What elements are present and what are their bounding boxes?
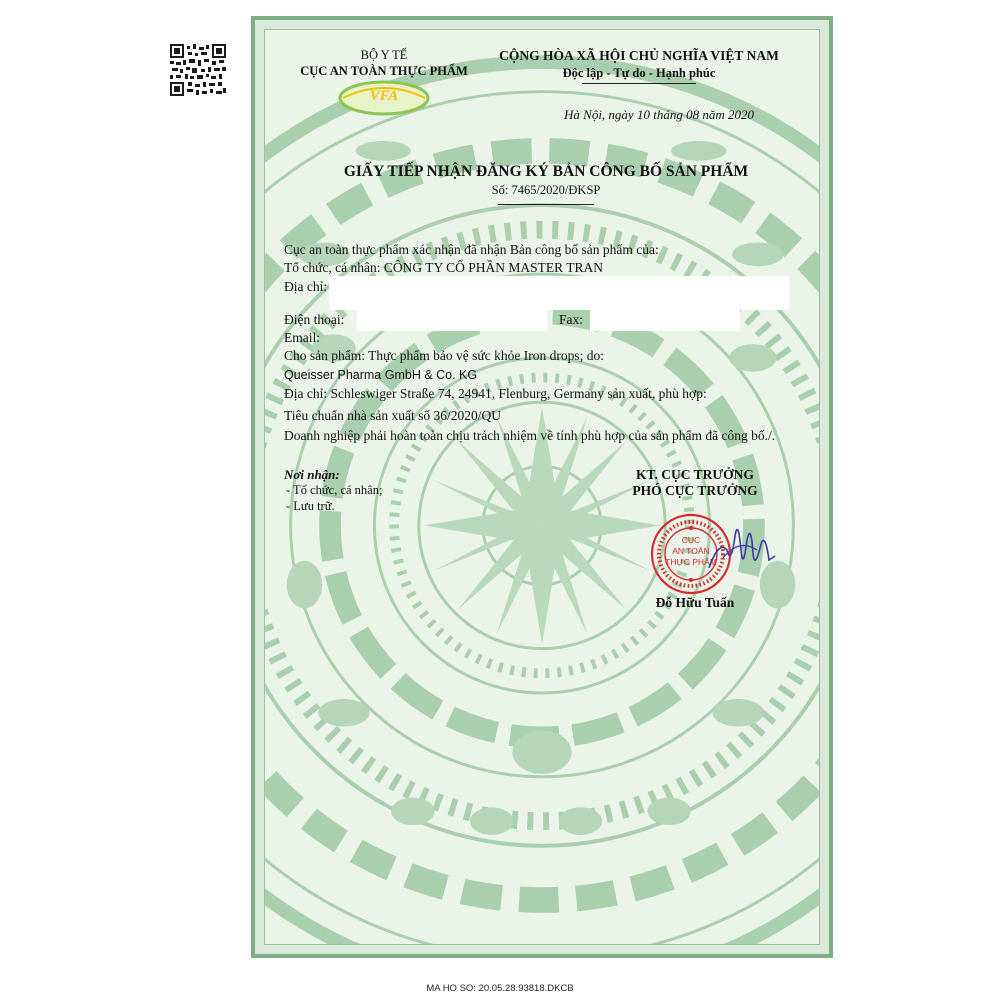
stamp-line: THỰC PHẨM	[665, 557, 717, 567]
stamp-line: CỤC	[681, 535, 701, 545]
address-label: Địa chỉ:	[284, 279, 328, 294]
agency-name: CỤC AN TOÀN THỰC PHẨM	[300, 64, 468, 78]
certificate-paper	[264, 29, 820, 945]
organization: Tổ chức, cá nhân: CÔNG TY CỔ PHẦN MASTER TRAN	[284, 260, 604, 275]
recipient-item: - Tổ chức, cá nhân;	[286, 483, 383, 497]
email-label: Email:	[284, 330, 320, 345]
responsibility-statement: Doanh nghiệp phải hoàn toàn chịu trách nhiệm về tính phù hợp của sản phẩm đã công bố./.	[284, 428, 776, 443]
phone-label: Điện thoại:	[284, 312, 345, 327]
signatory-subtitle: PHÓ CỤC TRƯỞNG	[632, 483, 758, 498]
document-number: Số: 7465/2020/ĐKSP	[491, 183, 601, 197]
motto: Độc lập - Tự do - Hạnh phúc	[562, 66, 716, 80]
recipients-heading: Nơi nhận:	[284, 467, 340, 482]
manufacturer-address: Địa chỉ: Schleswiger Straße 74, 24941, Flenburg, Germany sản xuất, phù hợp:	[284, 386, 707, 401]
recipient-item: - Lưu trữ.	[286, 499, 335, 513]
address-redaction	[329, 276, 789, 310]
document-title: GIẤY TIẾP NHẬN ĐĂNG KÝ BẢN CÔNG BỐ SẢN PHẨM	[343, 163, 749, 180]
title-underline	[498, 204, 594, 205]
signatory-name: Đỗ Hữu Tuấn	[655, 595, 735, 610]
product-line: Cho sản phẩm: Thực phẩm bảo vệ sức khỏe Iron drops; do:	[284, 348, 604, 363]
phone-redaction	[357, 307, 547, 331]
stamp-line: AN TOÀN	[672, 546, 710, 556]
signatory-title: KT. CỤC TRƯỞNG	[636, 467, 754, 482]
place-date: Hà Nội, ngày 10 tháng 08 năm 2020	[564, 107, 754, 122]
qr-code	[170, 44, 226, 96]
handwritten-signature	[705, 510, 785, 580]
certificate	[251, 16, 833, 958]
fax-redaction	[590, 307, 740, 331]
intro-text: Cục an toàn thực phẩm xác nhận đã nhận Bản công bố sản phẩm của:	[284, 242, 659, 257]
country-name: CỘNG HÒA XÃ HỘI CHỦ NGHĨA VIỆT NAM	[499, 48, 779, 63]
motto-underline	[582, 83, 696, 84]
ministry-name: BỘ Y TẾ	[360, 48, 408, 62]
record-code: MA HO SO: 20.05.28.93818.DKCB	[426, 983, 574, 994]
standard: Tiêu chuẩn nhà sản xuất số 36/2020/QU	[284, 408, 501, 423]
manufacturer: Queisser Pharma GmbH & Co. KG	[284, 368, 478, 382]
vfa-logo-text: VFA	[369, 88, 399, 104]
fax-label: Fax:	[559, 312, 584, 327]
